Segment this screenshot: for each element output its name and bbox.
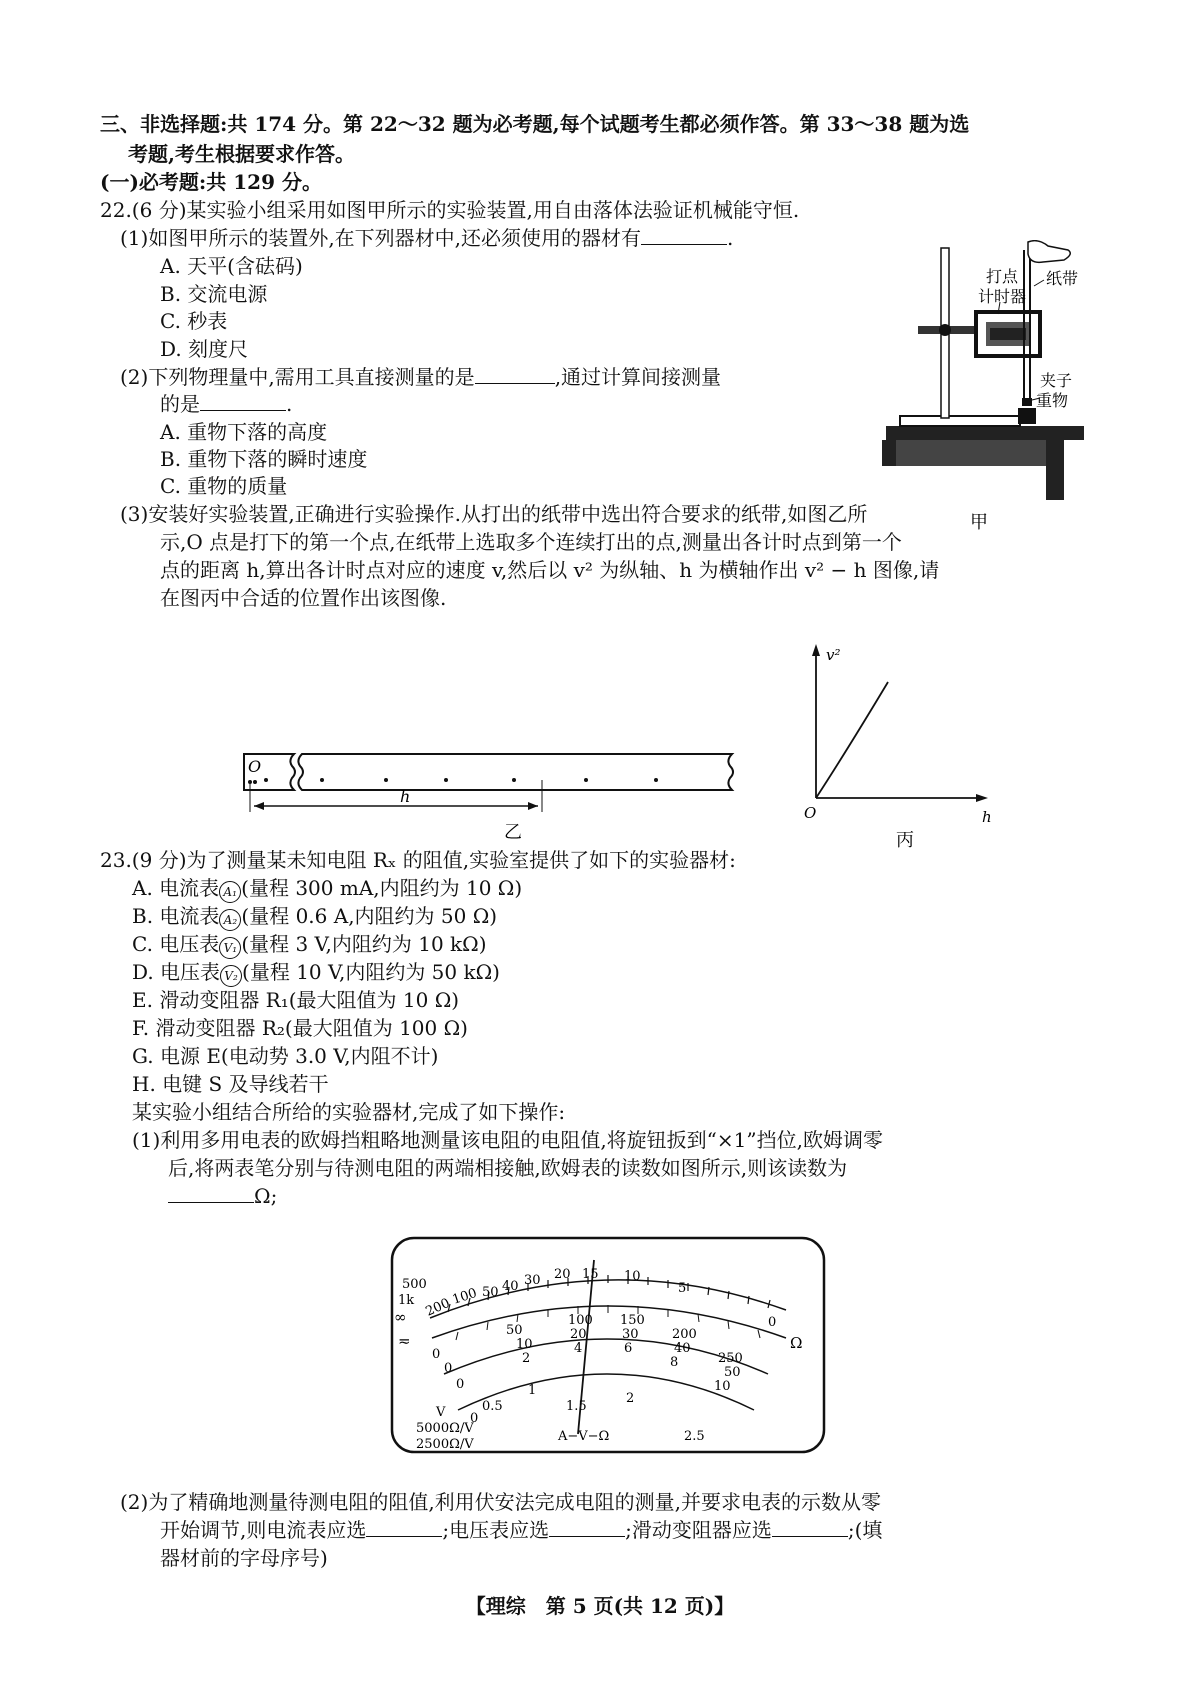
- scale50-tick-0: 0: [444, 1361, 453, 1376]
- graph-label-x: h: [982, 808, 992, 826]
- q22-p2-option-a: A. 重物下落的高度: [160, 420, 328, 444]
- multimeter-dial: [388, 1234, 828, 1456]
- scale25-tick-0.5: 0.5: [482, 1399, 503, 1414]
- ohm-tick-inf: ∞: [394, 1308, 407, 1326]
- scale250-tick-200: 200: [672, 1327, 697, 1342]
- ohm-tick-20: 20: [554, 1267, 571, 1282]
- meter-spec-2: 2500Ω/V: [416, 1437, 474, 1452]
- q23-option-f: F. 滑动变阻器 R₂(最大阻值为 100 Ω): [132, 1016, 468, 1040]
- scale250-tick-100: 100: [568, 1313, 593, 1328]
- q22-part2: (2)下列物理量中,需用工具直接测量的是 ,通过计算间接测量: [120, 365, 722, 389]
- scale25-tick-2: 2: [626, 1391, 635, 1406]
- compulsory-heading: (一)必考题:共 129 分。: [100, 170, 322, 194]
- figure-jia-apparatus: [878, 240, 1084, 532]
- scale25-tick-0: 0: [470, 1411, 479, 1426]
- ammeter-a2-icon: A₂: [219, 909, 241, 931]
- ohm-tick-5: 5: [678, 1281, 687, 1296]
- scale50-tick-30: 30: [622, 1327, 639, 1342]
- scale10-tick-6: 6: [624, 1341, 633, 1356]
- ohm-tick-100: 100: [450, 1285, 479, 1308]
- scale25-tick-1: 1: [528, 1383, 537, 1398]
- ohm-tick-200: 200: [423, 1295, 453, 1320]
- scale50-tick-40: 40: [674, 1341, 691, 1356]
- scale250-tick-250: 250: [718, 1351, 743, 1366]
- answer-blank[interactable]: [475, 363, 555, 384]
- caption-bing: 丙: [896, 830, 914, 851]
- tape-label-o: O: [248, 757, 262, 776]
- section-title-line2: 考题,考生根据要求作答。: [128, 142, 355, 166]
- caption-yi: 乙: [504, 822, 522, 842]
- ohm-tick-1k: 1k: [398, 1293, 415, 1308]
- voltmeter-v2-icon: V₂: [220, 965, 242, 987]
- q23-part2-line2: 开始调节,则电流表应选 ;电压表应选 ;滑动变阻器应选 ;(填: [160, 1518, 883, 1542]
- meter-brand: A−V−Ω: [558, 1429, 610, 1444]
- q22-part3-line1: (3)安装好实验装置,正确进行实验操作.从打出的纸带中选出符合要求的纸带,如图乙所: [120, 502, 868, 526]
- q23-intro: 某实验小组结合所给的实验器材,完成了如下操作:: [132, 1100, 566, 1124]
- figure-bing-graph: [798, 642, 998, 852]
- scale10-tick-10: 10: [714, 1379, 731, 1394]
- q22-part1: (1)如图甲所示的装置外,在下列器材中,还必须使用的器材有 .: [120, 226, 734, 250]
- v2-h-line: [816, 682, 888, 798]
- tape-label-h: h: [400, 787, 411, 806]
- q23-part1-line1: (1)利用多用电表的欧姆挡粗略地测量该电阻的电阻值,将旋钮扳到“×1”挡位,欧姆调零: [132, 1128, 883, 1152]
- meter-spec-1: 5000Ω/V: [416, 1421, 474, 1436]
- section-title-line1: 三、非选择题:共 174 分。第 22～32 题为必考题,每个试题考生都必须作答。第 33～38 题为选: [100, 112, 970, 136]
- label-clip: 夹子: [1040, 371, 1073, 390]
- ammeter-a1-icon: A₁: [219, 881, 241, 903]
- ohm-tick-15: 15: [582, 1267, 599, 1282]
- figure-yi-tape: [240, 752, 740, 842]
- q23-option-h: H. 电键 S 及导线若干: [132, 1072, 329, 1096]
- scale50-tick-20: 20: [570, 1327, 587, 1342]
- voltage-label: V: [436, 1405, 446, 1420]
- ohm-tick-40: 40: [502, 1279, 519, 1294]
- q23-stem: 23.(9 分)为了测量某未知电阻 Rₓ 的阻值,实验室提供了如下的实验器材:: [100, 848, 736, 872]
- caption-jia: 甲: [970, 512, 988, 532]
- ohm-tick-50: 50: [482, 1285, 499, 1300]
- q22-p2-option-c: C. 重物的质量: [160, 474, 288, 498]
- q22-p1-option-c: C. 秒表: [160, 309, 228, 333]
- ac-symbol: ≂: [398, 1332, 411, 1350]
- scale25-tick-1.5: 1.5: [566, 1399, 587, 1414]
- q23-part2-line1: (2)为了精确地测量待测电阻的阻值,利用伏安法完成电阻的测量,并要求电表的示数从零: [120, 1490, 882, 1514]
- q23-part1-line2: 后,将两表笔分别与待测电阻的两端相接触,欧姆表的读数如图所示,则该读数为: [168, 1156, 848, 1180]
- label-timer-1: 打点: [986, 267, 1019, 286]
- scale10-tick-8: 8: [670, 1355, 679, 1370]
- omega-label: Ω: [790, 1334, 803, 1352]
- answer-blank[interactable]: [200, 390, 286, 411]
- q23-option-a: A. 电流表 A₁ (量程 300 mA,内阻约为 10 Ω): [132, 874, 522, 903]
- scale250-tick-150: 150: [620, 1313, 645, 1328]
- q23-option-c: C. 电压表 V₁ (量程 3 V,内阻约为 10 kΩ): [132, 930, 487, 959]
- q22-p1-option-d: D. 刻度尺: [160, 337, 249, 361]
- scale50-tick-50: 50: [724, 1365, 741, 1380]
- q22-p2-option-b: B. 重物下落的瞬时速度: [160, 447, 368, 471]
- q23-option-e: E. 滑动变阻器 R₁(最大阻值为 10 Ω): [132, 988, 460, 1012]
- scale250-tick-50: 50: [506, 1323, 523, 1338]
- voltmeter-v1-icon: V₁: [219, 937, 241, 959]
- answer-blank[interactable]: [549, 1516, 625, 1537]
- q22-part3-line3: 点的距离 h,算出各计时点对应的速度 v,然后以 v² 为纵轴、h 为横轴作出 v² − h 图像,请: [160, 558, 940, 582]
- q22-part3-line4: 在图丙中合适的位置作出该图像.: [160, 586, 447, 610]
- scale50-tick-10: 10: [516, 1337, 533, 1352]
- answer-blank[interactable]: [641, 224, 727, 245]
- scale25-tick-2.5: 2.5: [684, 1429, 705, 1444]
- ohm-tick-30: 30: [524, 1273, 541, 1288]
- scale10-tick-2: 2: [522, 1351, 531, 1366]
- q23-part2-line3: 器材前的字母序号): [160, 1546, 328, 1570]
- ohm-tick-500: 500: [402, 1277, 427, 1292]
- q22-p1-option-a: A. 天平(含砝码): [160, 254, 303, 278]
- q22-part2-cont: 的是 .: [160, 392, 293, 416]
- page-footer: 【理综 第 5 页(共 12 页)】: [465, 1594, 735, 1618]
- answer-blank[interactable]: [168, 1182, 254, 1203]
- q23-option-g: G. 电源 E(电动势 3.0 V,内阻不计): [132, 1044, 439, 1068]
- label-timer-2: 计时器: [978, 287, 1027, 306]
- scale10-tick-0: 0: [456, 1377, 465, 1392]
- q23-option-d: D. 电压表 V₂ (量程 10 V,内阻约为 50 kΩ): [132, 958, 500, 987]
- answer-blank[interactable]: [366, 1516, 442, 1537]
- ohm-tick-0: 0: [768, 1315, 777, 1330]
- ohm-tick-10: 10: [624, 1269, 641, 1284]
- graph-label-y: v²: [826, 646, 841, 664]
- graph-label-o: O: [804, 804, 817, 822]
- q23-option-b: B. 电流表 A₂ (量程 0.6 A,内阻约为 50 Ω): [132, 902, 497, 931]
- label-tape: 纸带: [1046, 269, 1079, 288]
- scale10-tick-4: 4: [574, 1341, 583, 1356]
- q22-stem: 22.(6 分)某实验小组采用如图甲所示的实验装置,用自由落体法验证机械能守恒.: [100, 198, 800, 222]
- label-weight: 重物: [1036, 391, 1069, 410]
- answer-blank[interactable]: [772, 1516, 848, 1537]
- scale250-tick-0: 0: [432, 1347, 441, 1362]
- q22-part3-line2: 示,O 点是打下的第一个点,在纸带上选取多个连续打出的点,测量出各计时点到第一个: [160, 530, 902, 554]
- q22-p1-option-b: B. 交流电源: [160, 282, 268, 306]
- q23-part1-line3: Ω;: [168, 1182, 277, 1210]
